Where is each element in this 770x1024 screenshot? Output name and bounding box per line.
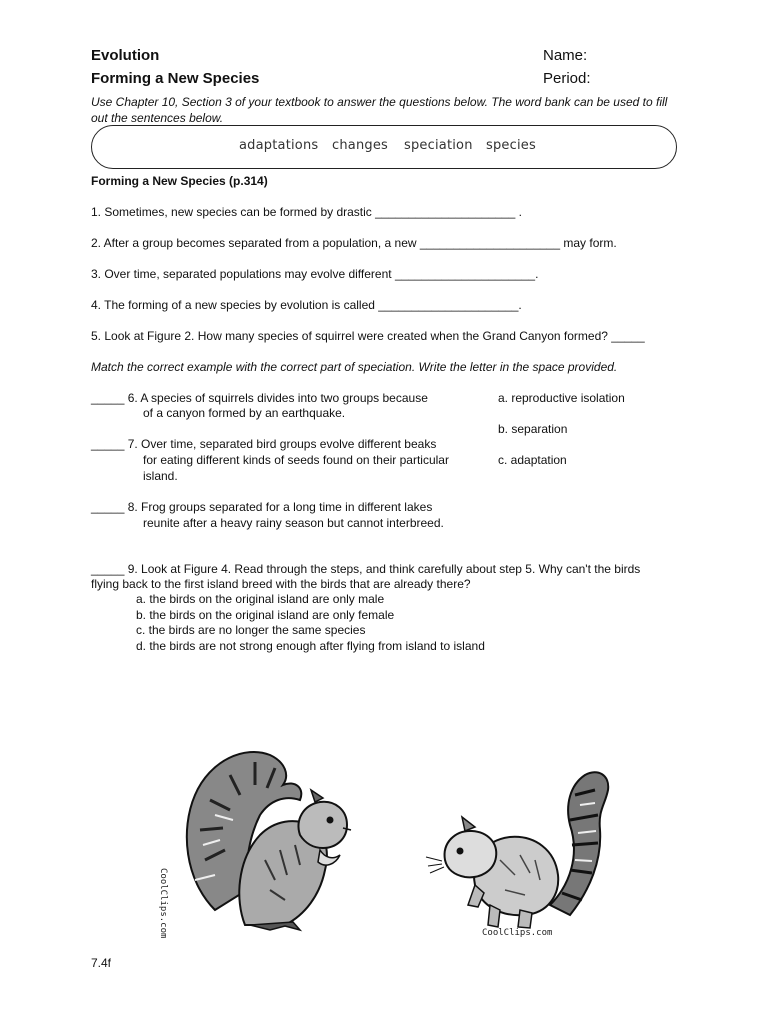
match-instructions: Match the correct example with the correct part of speciation. Write the letter in the space provided. (91, 360, 618, 374)
question-7-line2: for eating different kinds of seeds found on their particular (143, 453, 449, 467)
worksheet-subtitle: Forming a New Species (91, 70, 260, 87)
name-label: Name: (543, 47, 588, 64)
image-credit-right: CoolClips.com (482, 928, 553, 938)
match-option-a: a. reproductive isolation (498, 391, 625, 405)
match-option-b: b. separation (498, 422, 568, 436)
question-9-choice-d: d. the birds are not strong enough after flying from island to island (136, 639, 485, 653)
word-bank-item: changes (332, 138, 389, 153)
question-4: 4. The forming of a new species by evolution is called _____________________. (91, 298, 522, 312)
question-8-line2: reunite after a heavy rainy season but cannot interbreed. (143, 516, 444, 530)
image-credit-left: CoolClips.com (158, 868, 168, 939)
page-footer-code: 7.4f (91, 956, 112, 970)
period-label: Period: (543, 70, 591, 87)
word-bank-item: species (486, 138, 536, 153)
match-option-c: c. adaptation (498, 453, 567, 467)
question-9-line1: _____ 9. Look at Figure 4. Read through the steps, and think carefully about step 5. Why can't the birds (91, 562, 641, 576)
squirrel-illustration-right (420, 765, 620, 935)
word-bank (91, 125, 677, 169)
question-2: 2. After a group becomes separated from a population, a new _____________________ may form. (91, 236, 617, 250)
question-7-line1: _____ 7. Over time, separated bird groups evolve different beaks (91, 437, 437, 451)
word-bank-item: adaptations (239, 138, 319, 153)
question-5: 5. Look at Figure 2. How many species of squirrel were created when the Grand Canyon formed? _____ (91, 329, 645, 343)
section-title: Forming a New Species (p.314) (91, 174, 268, 188)
question-9-choice-c: c. the birds are no longer the same species (136, 623, 366, 637)
question-7-line3: island. (143, 469, 178, 483)
question-6-line1: _____ 6. A species of squirrels divides into two groups because (91, 391, 428, 405)
question-1: 1. Sometimes, new species can be formed by drastic _____________________ . (91, 205, 522, 219)
question-9-line2: flying back to the first island breed with the birds that are already there? (91, 577, 471, 591)
instructions: Use Chapter 10, Section 3 of your textbook to answer the questions below. The word bank can be used to fill out the sentences below. (91, 95, 668, 125)
question-3: 3. Over time, separated populations may evolve different _____________________. (91, 267, 539, 281)
question-6-line2: of a canyon formed by an earthquake. (143, 406, 346, 420)
worksheet-title: Evolution (91, 47, 160, 64)
word-bank-item: speciation (404, 138, 473, 153)
question-8-line1: _____ 8. Frog groups separated for a long time in different lakes (91, 500, 433, 514)
question-9-choice-b: b. the birds on the original island are only female (136, 608, 395, 622)
question-9-choice-a: a. the birds on the original island are only male (136, 592, 385, 606)
squirrel-illustration-left (175, 740, 365, 940)
